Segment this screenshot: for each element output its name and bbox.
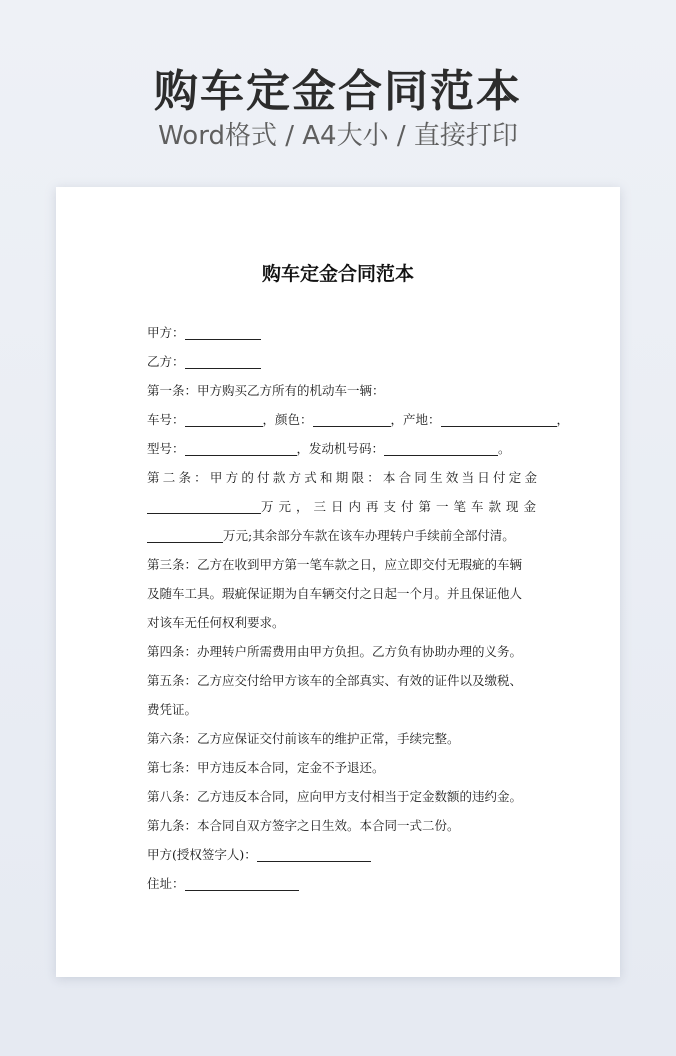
deposit-amount-blank <box>147 499 261 514</box>
document-title: 购车定金合同范本 <box>261 263 414 285</box>
color-label: ，颜色： <box>262 412 313 427</box>
party-a-label: 甲方： <box>147 325 185 340</box>
clause-3-line-3: 对该车无任何权利要求。 <box>147 615 285 630</box>
clause-3-line-1: 第三条：乙方在收到甲方第一笔车款之日，应立即交付无瑕疵的车辆 <box>147 557 523 572</box>
clause-2-line-3 <box>147 521 537 550</box>
model-line-period: 。 <box>498 441 511 456</box>
plate-blank <box>185 412 263 427</box>
document-body <box>147 318 570 898</box>
banner-title: 购车定金合同范本 <box>154 66 522 117</box>
first-payment-blank <box>147 528 223 543</box>
address-blank <box>185 876 299 891</box>
banner-subtitle: Word格式 / A4大小 / 直接打印 <box>158 121 518 151</box>
plate-label: 车号： <box>147 412 185 427</box>
origin-blank <box>441 412 557 427</box>
origin-comma: ， <box>556 412 570 427</box>
color-blank <box>313 412 391 427</box>
clause-8: 第八条：乙方违反本合同，应向甲方支付相当于定金数额的违约金。 <box>147 789 523 804</box>
clause-9: 第九条：本合同自双方签字之日生效。本合同一式二份。 <box>147 818 460 833</box>
clause-2-line-2 <box>147 492 542 521</box>
clause-3-line-2: 及随车工具。瑕疵保证期为自车辆交付之日起一个月。并且保证他人 <box>147 586 523 601</box>
vehicle-info-line <box>147 405 570 434</box>
clause-2-line-1: 第二条：甲方的付款方式和期限：本合同生效当日付定金 <box>147 470 537 485</box>
signatory-label: 甲方(授权签字人)： <box>147 847 257 862</box>
clause-4: 第四条：办理转户所需费用由甲方负担。乙方负有协助办理的义务。 <box>147 644 523 659</box>
model-line <box>147 434 537 463</box>
party-a-line <box>147 318 537 347</box>
engine-blank <box>384 441 498 456</box>
model-label: 型号： <box>147 441 185 456</box>
signatory-blank <box>257 847 371 862</box>
clause-7: 第七条：甲方违反本合同，定金不予退还。 <box>147 760 385 775</box>
clause-2-text-2: 万元，三日内再支付第一笔车款现金 <box>261 499 542 514</box>
clause-2-text-3: 万元;其余部分车款在该车办理转户手续前全部付清。 <box>223 528 515 543</box>
engine-label: ，发动机号码： <box>296 441 385 456</box>
clause-5-line-2: 费凭证。 <box>147 702 198 717</box>
origin-label: ，产地： <box>390 412 441 427</box>
party-b-line <box>147 347 537 376</box>
party-a-blank <box>185 325 261 340</box>
clause-1: 第一条：甲方购买乙方所有的机动车一辆： <box>147 383 385 398</box>
signatory-line <box>147 840 537 869</box>
document-page <box>56 187 620 977</box>
model-blank <box>185 441 297 456</box>
address-line <box>147 869 537 898</box>
clause-5-line-1: 第五条：乙方应交付给甲方该车的全部真实、有效的证件以及缴税、 <box>147 673 523 688</box>
party-b-blank <box>185 354 261 369</box>
party-b-label: 乙方： <box>147 354 185 369</box>
address-label: 住址： <box>147 876 185 891</box>
clause-6: 第六条：乙方应保证交付前该车的维护正常，手续完整。 <box>147 731 460 746</box>
